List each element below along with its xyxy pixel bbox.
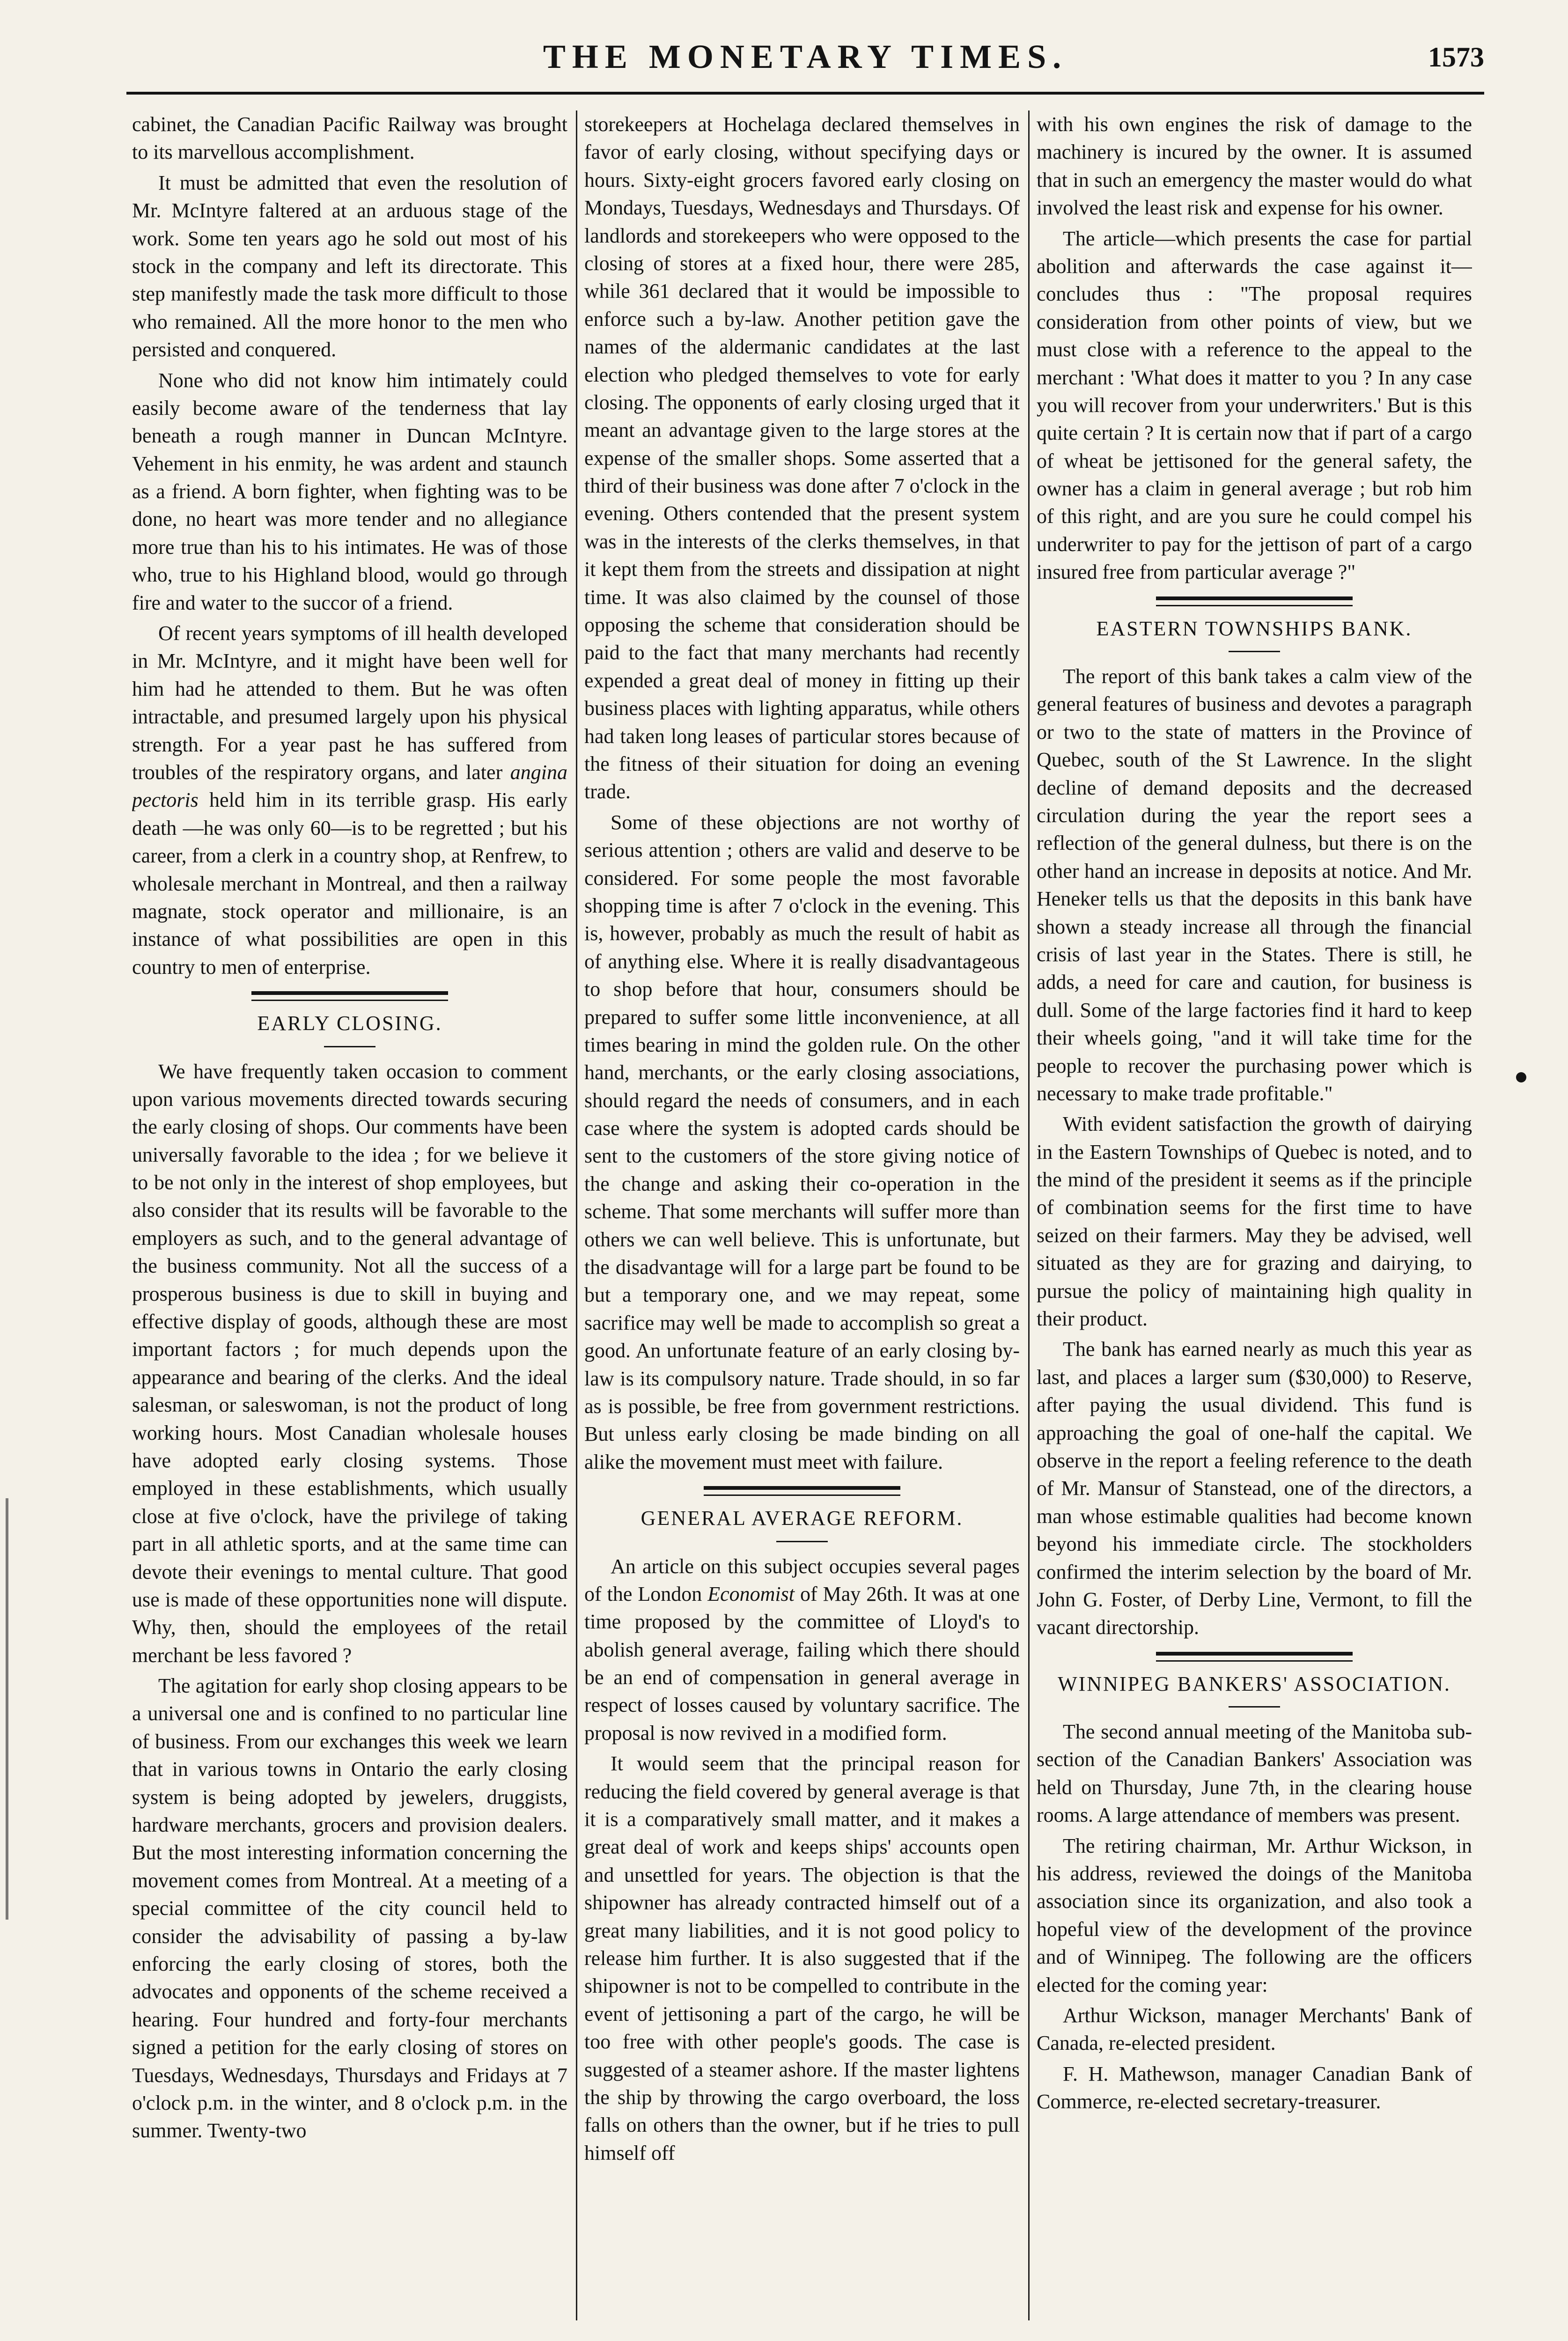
column-divider-1 — [576, 110, 577, 2320]
article-paragraph: The article—which presents the case for partial abolition and afterwards the case against it—concludes thus : "The proposal requires consideration from other points of view, but we must close with a reference to the appeal to the merchant : 'What does it matter to you ? In any case you will recover from your underwriters.' But is this quite certain ? It is certain now that if part of a cargo of wheat be jettisoned for the general safety, the owner has a claim in general average ; but rob him of this right, and are you sure he could compel his underwriter to pay for the jettison of part of a cargo insured free from particular average ?" — [1037, 227, 1472, 584]
article-paragraph — [584, 1553, 1020, 1747]
article-paragraph — [132, 619, 567, 981]
article-paragraph: We have frequently taken occasion to comment upon various movements directed towards securing the early closing of shops. Our comments have been universally favorable to the idea ; for we believe it to be not only in the interest of shop employees, but also consider that its results will be favorable to the employers as such, and to the general advantage of the business community. Not all the success of a prosperous business is due to skill in buying and effective display of goods, although these are most important factors ; for much depends upon the appearance and bearing of the clerks. And the ideal salesman, or saleswoman, is not the product of long working hours. Most Canadian wholesale houses have adopted early closing systems. Those employed in these establishments, which usually close at five o'clock, have the privilege of taking part in all athletic sports, and at the same time can devote their evenings to mental culture. That good use is made of these opportunities none will dispute. Why, then, should the employees of the retail merchant be less favored ? — [132, 1060, 567, 1667]
section-rule — [1156, 596, 1353, 600]
text-run: Of recent years symptoms of ill health developed in Mr. McIntyre, and it might have been well for him had he attended to them. But he was often intractable, and presumed largely upon his physical strength. For a year past he has suffered from troubles of the respiratory organs, and later — [132, 622, 567, 784]
article-paragraph: cabinet, the Canadian Pacific Railway was brought to its marvellous accomplishment. — [132, 113, 567, 164]
section-rule — [251, 991, 448, 995]
section-rule — [704, 1494, 900, 1496]
section-rule — [1156, 1652, 1353, 1656]
article-paragraph: storekeepers at Hochelaga declared themselves in favor of early closing, without specifying days or hours. Sixty-eight grocers favored early closing on Mondays, Tuesdays, Wednesdays and Thursdays. Of landlords and storekeepers who were opposed to the closing of stores at a fixed hour, there were 285, while 361 declared that it would be impossible to enforce such a by-law. Another petition gave the names of the aldermanic candidates at the last election who pledged themselves to vote for early closing. The opponents of early closing urged that it meant an advantage given to the large stores at the expense of the smaller shops. Some asserted that a third of their business was done after 7 o'clock in the evening. Others contended that the present system was in the interests of the clerks themselves, in that it kept them from the streets and dissipation at night time. It was also claimed by the counsel of those opposing the scheme that consideration should be paid to the fact that many merchants had recently expended a great deal of money in fitting up their business places with lighting apparatus, while others had taken long leases of particular stores because of the fitness of their situation for doing an evening trade. — [584, 113, 1020, 803]
page-number: 1573 — [1428, 42, 1484, 73]
publication-title: THE MONETARY TIMES. — [543, 38, 1068, 75]
section-heading-winnipeg-bankers-association: WINNIPEG BANKERS' ASSOCIATION. — [1058, 1672, 1451, 1695]
text-run: of May 26th. It was at one time proposed by the committee of Lloyd's to abolish general average, failing which there should be an end of compensation in general average in respect of losses caused by voluntary sacrifice. The proposal is now revived in a modified form. — [584, 1582, 1020, 1745]
masthead — [126, 37, 1484, 89]
article-paragraph: None who did not know him intimately could easily become aware of the tenderness that lay beneath a rough manner in Duncan McIntyre. Vehement in his enmity, he was ardent and staunch as a friend. A born fighter, when fighting was to be done, no heart was more tender and no allegiance more true than his to his intimates. He was of those who, true to his Highland blood, would go through fire and water to the succor of a friend. — [132, 368, 567, 614]
article-paragraph: It must be admitted that even the resolution of Mr. McIntyre faltered at an arduous stage of the work. Some ten years ago he sold out most of his stock in the company and left its directorate. This step manifestly made the task more difficult to those who remained. All the more honor to the men who persisted and conquered. — [132, 171, 567, 361]
article-paragraph: The retiring chairman, Mr. Arthur Wickson, in his address, reviewed the doings of the Manitoba association since its organization, and also took a hopeful view of the development of the province and of Winnipeg. The following are the officers elected for the coming year: — [1037, 1834, 1472, 1996]
article-paragraph: The bank has earned nearly as much this year as last, and places a larger sum ($30,000) to Reserve, after paying the usual dividend. This fund is approaching the goal of one-half the capital. We observe in the report a feeling reference to the death of Mr. Mansur of Stanstead, one of the directors, a man whose estimable qualities had become known beyond his immediate circle. The stockholders confirmed the interim selection by the board of Mr. John G. Foster, of Derby Line, Vermont, to fill the vacant directorship. — [1037, 1338, 1472, 1639]
article-paragraph: The second annual meeting of the Manitoba sub-section of the Canadian Bankers' Association was held on Thursday, June 7th, in the clearing house rooms. A large attendance of members was present. — [1037, 1720, 1472, 1827]
section-rule — [1156, 605, 1353, 606]
section-heading-early-closing: EARLY CLOSING. — [257, 1012, 442, 1035]
column-divider-2 — [1028, 110, 1030, 2320]
italic-text: Economist — [707, 1582, 795, 1605]
text-run: held him in its terrible grasp. His early death —he was only 60—is to be regretted ; but his career, from a clerk in a country shop, at Renfrew, to wholesale merchant in Montreal, and then a railway magnate, stock operator and millionaire, is an instance of what possibilities are open in this country to men of enterprise. — [132, 788, 567, 979]
article-paragraph: The report of this bank takes a calm view of the general features of business and devotes a paragraph or two to the state of matters in the Province of Quebec, south of the St Lawrence. In the slight decline of demand deposits and the decreased circulation during the year the report sees a reflection of the general dulness, but there is on the other hand an increase in deposits at notice. And Mr. Heneker tells us that the deposits in this bank have shown a steady increase all through the financial crisis of last year in the States. There is still, he adds, a need for care and caution, for business is dull. Some of the large factories find it hard to keep their wheels going, "and it will take time for the people to recover the purchasing power which is necessary to make trade profitable." — [1037, 665, 1472, 1105]
article-paragraph: The agitation for early shop closing appears to be a universal one and is confined to no particular line of business. From our exchanges this week we learn that in various towns in Ontario the early closing system is being adopted by jewelers, druggists, hardware merchants, grocers and provision dealers. But the most interesting information concerning the movement comes from Montreal. At a meeting of a special committee of the city council held to consider the advisability of passing a by-law enforcing the early closing of stores, both the advocates and opponents of the scheme received a hearing. Four hundred and forty-four merchants signed a petition for the early closing of stores on Tuesdays, Wednesdays, Thursdays and Fridays at 7 o'clock p.m. in the winter, and 8 o'clock p.m. in the summer. Twenty-two — [132, 1674, 567, 2142]
column-3 — [1037, 110, 1472, 2320]
italic-text: angina pectoris — [132, 760, 567, 812]
page-edge-mark — [6, 1498, 8, 1920]
article-paragraph: Arthur Wickson, manager Merchants' Bank of Canada, re-elected president. — [1037, 2004, 1472, 2055]
heading-underline — [776, 1541, 828, 1542]
text-run: An article on this subject occupies several pages of the London — [584, 1554, 1020, 1605]
section-rule — [251, 1000, 448, 1001]
masthead-rule — [126, 92, 1484, 95]
article-paragraph: Some of these objections are not worthy of serious attention ; others are valid and deserve to be considered. For some people the most favorable shopping time is after 7 o'clock in the evening. This is, however, probably as much the result of habit as of anything else. Where it is really disadvantageous to shop before that hour, consumers should be prepared to suffer some little inconvenience, at all times bearing in mind the golden rule. On the other hand, merchants, or the early closing associations, should regard the needs of consumers, and in each case where the system is adopted cards should be sent to the customers of the store giving notice of the change and asking their co-operation in the scheme. That some merchants will suffer more than others we can well believe. This is unfortunate, but the disadvantage will for a large part be found to be but a temporary one, and we may repeat, some sacrifice may well be made to accomplish so great a good. An unfortunate feature of an early closing by-law is its compulsory nature. Trade should, in so far as is possible, be free from government restrictions. But unless early closing be made binding on all alike the movement must meet with failure. — [584, 810, 1020, 1473]
column-2 — [584, 110, 1020, 2320]
section-rule — [704, 1486, 900, 1490]
section-heading-eastern-townships-bank: EASTERN TOWNSHIPS BANK. — [1096, 617, 1413, 640]
heading-underline — [324, 1046, 375, 1047]
heading-underline — [1229, 651, 1280, 652]
section-rule — [1156, 1660, 1353, 1662]
section-heading-general-average-reform: GENERAL AVERAGE REFORM. — [640, 1507, 964, 1530]
article-paragraph: F. H. Mathewson, manager Canadian Bank of Commerce, re-elected secretary-treasurer. — [1037, 2062, 1472, 2113]
heading-underline — [1229, 1706, 1280, 1708]
column-1 — [132, 110, 567, 2320]
article-paragraph: with his own engines the risk of damage to the machinery is incured by the owner. It is assumed that in such an emergency the master would do what involved the least risk and expense for his owner. — [1037, 113, 1472, 220]
ink-dot — [1516, 1072, 1526, 1082]
article-paragraph: It would seem that the principal reason for reducing the field covered by general average is that it is a comparatively small matter, and it makes a great deal of work and keeps ships' accounts open and unsettled for years. The objection is that the shipowner has already contracted himself out of a great many liabilities, and it is not good policy to release him further. It is also suggested that if the shipowner is not to be compelled to contribute in the event of jettisoning a part of the cargo, he will be too free with other people's goods. The case is suggested of a steamer ashore. If the master lightens the ship by throwing the cargo overboard, the loss falls on others than the owner, but if he tries to pull himself off — [584, 1752, 1020, 2164]
article-paragraph: With evident satisfaction the growth of dairying in the Eastern Townships of Quebec is noted, and to the mind of the president it seems as if the principle of combination seems for the first time to have seized on their farmers. May they be advised, well situated as they are for grazing and dairying, to pursue the policy of maintaining high quality in their product. — [1037, 1112, 1472, 1331]
